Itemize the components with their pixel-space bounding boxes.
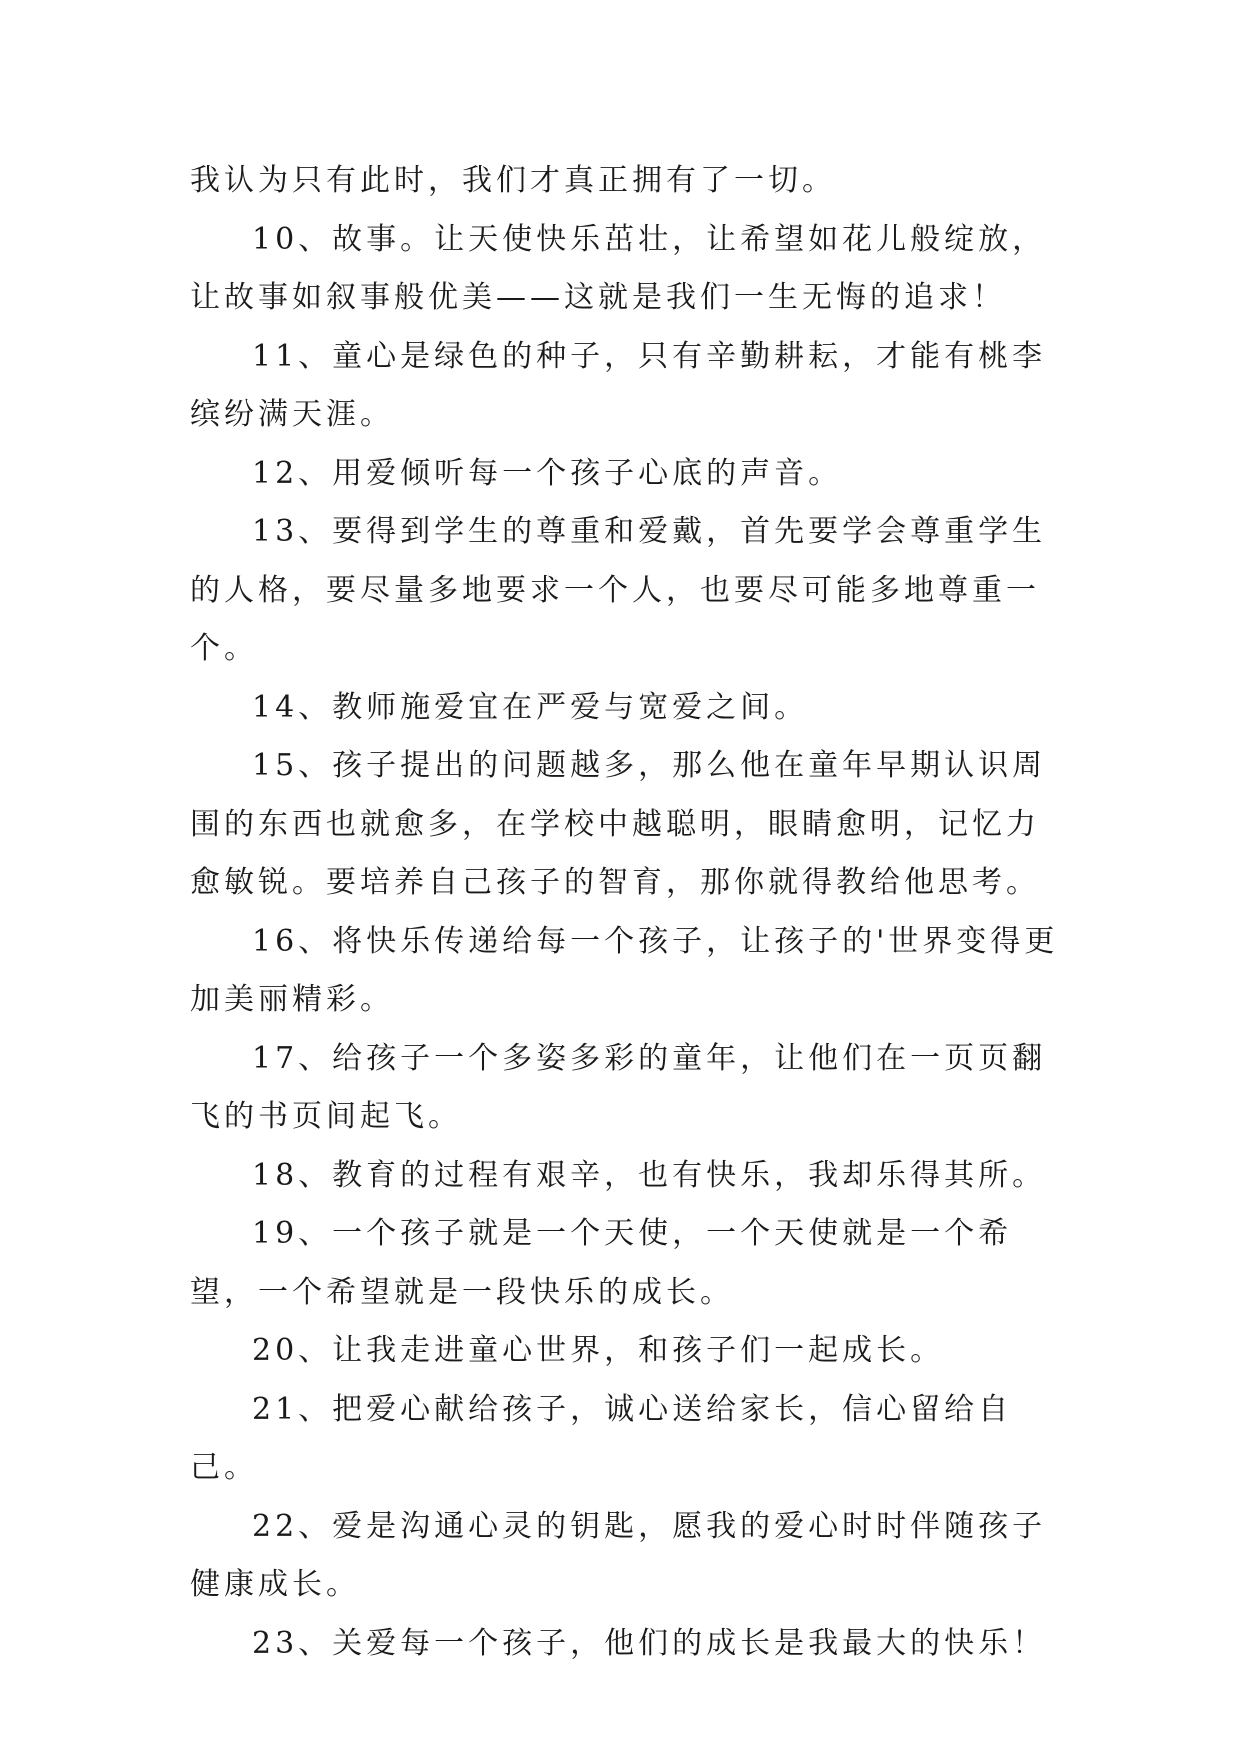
paragraph-15: 15、孩子提出的问题越多，那么他在童年早期认识周围的东西也就愈多，在学校中越聪明，眼睛愈明，记忆力愈敏锐。要培养自己孩子的智育，那你就得教给他思考。 (190, 748, 1047, 900)
paragraph-continuation: 我认为只有此时，我们才真正拥有了一切。 (190, 163, 836, 198)
paragraph-22: 22、爱是沟通心灵的钥匙，愿我的爱心时时伴随孩子健康成长。 (190, 1508, 1047, 1602)
paragraph-11: 11、童心是绿色的种子，只有辛勤耕耘，才能有桃李缤纷满天涯。 (190, 338, 1047, 432)
paragraph-17: 17、给孩子一个多姿多彩的童年，让他们在一页页翻飞的书页间起飞。 (190, 1040, 1047, 1134)
paragraph-19: 19、一个孩子就是一个天使，一个天使就是一个希望，一个希望就是一段快乐的成长。 (190, 1216, 1013, 1310)
paragraph-18: 18、教育的过程有艰辛，也有快乐，我却乐得其所。 (252, 1157, 1047, 1193)
paragraph-23: 23、关爱每一个孩子，他们的成长是我最大的快乐！ (252, 1625, 1047, 1661)
paragraph-16: 16、将快乐传递给每一个孩子，让孩子的'世界变得更加美丽精彩。 (190, 923, 1059, 1017)
paragraph-10: 10、故事。让天使快乐茁壮，让希望如花儿般绽放，让故事如叙事般优美——这就是我们一生无悔的追求！ (190, 221, 1047, 315)
document-body (190, 152, 1070, 1673)
paragraph-12: 12、用爱倾听每一个孩子心底的声音。 (252, 455, 843, 491)
paragraph-20: 20、让我走进童心世界，和孩子们一起成长。 (252, 1333, 945, 1368)
paragraph-13: 13、要得到学生的尊重和爱戴，首先要学会尊重学生的人格，要尽量多地要求一个人，也要尽可能多地尊重一个。 (190, 514, 1047, 666)
paragraph-21: 21、把爱心献给孩子，诚心送给家长，信心留给自己。 (190, 1391, 1013, 1485)
paragraph-14: 14、教师施爱宜在严爱与宽爱之间。 (252, 689, 809, 725)
